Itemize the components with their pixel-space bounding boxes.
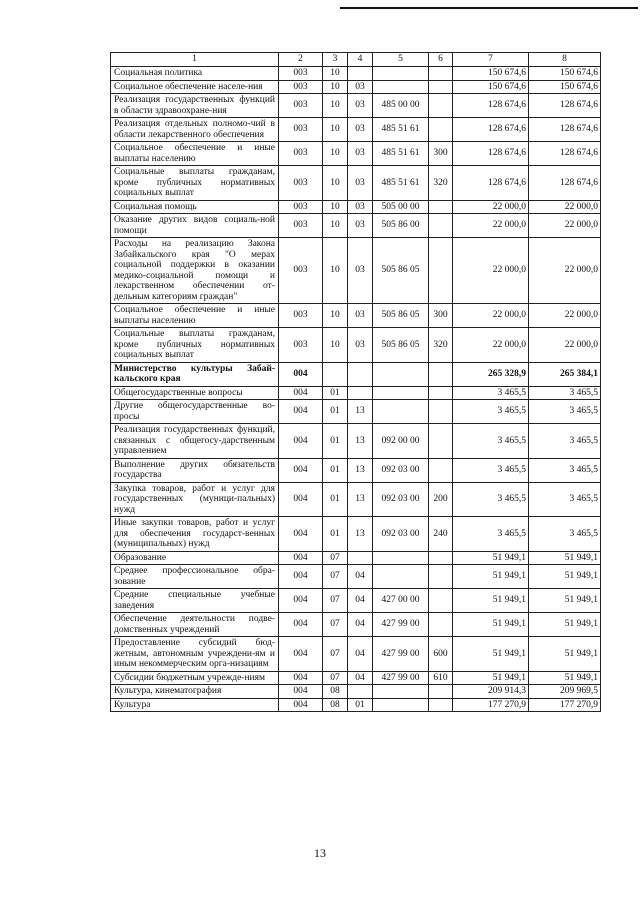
amount-cell-year2: 128 674,6 <box>529 94 601 118</box>
section-code-cell: 10 <box>323 238 348 304</box>
ved-code-cell: 004 <box>279 551 323 565</box>
subsection-code-cell: 13 <box>348 424 373 459</box>
row-name-cell: Средние специальные учебные заведения <box>111 589 279 613</box>
amount-cell-year2: 177 270,9 <box>529 698 601 712</box>
amount-cell-year2: 22 000,0 <box>529 328 601 363</box>
table-row <box>111 304 601 328</box>
section-code-cell: 01 <box>323 386 348 400</box>
ved-code-cell: 004 <box>279 637 323 672</box>
row-name-cell: Министерство культуры Забай-кальского края <box>111 362 279 386</box>
expense-type-cell: 320 <box>429 166 453 201</box>
header-cell: 1 <box>111 53 279 67</box>
subsection-code-cell <box>348 67 373 81</box>
table-row <box>111 565 601 589</box>
section-code-cell: 08 <box>323 698 348 712</box>
section-code-cell: 10 <box>323 118 348 142</box>
subsection-code-cell: 03 <box>348 304 373 328</box>
expense-type-cell <box>429 698 453 712</box>
subsection-code-cell: 01 <box>348 698 373 712</box>
expense-type-cell <box>429 589 453 613</box>
row-name-cell: Реализация государственных функций в области здравоохране-ния <box>111 94 279 118</box>
ved-code-cell: 004 <box>279 671 323 685</box>
row-name-cell: Расходы на реализацию Закона Забайкальского края "О мерах социальной поддержки в оказании медико-социальной помощи и лекарственном обеспечении от-дельным категориям граждан" <box>111 238 279 304</box>
target-article-cell: 485 51 61 <box>373 142 429 166</box>
amount-cell-year2: 22 000,0 <box>529 238 601 304</box>
target-article-cell <box>373 551 429 565</box>
ved-code-cell: 003 <box>279 214 323 238</box>
amount-cell-year1: 22 000,0 <box>453 328 529 363</box>
target-article-cell: 505 86 05 <box>373 238 429 304</box>
subsection-code-cell: 03 <box>348 142 373 166</box>
subsection-code-cell: 03 <box>348 214 373 238</box>
target-article-cell: 427 99 00 <box>373 671 429 685</box>
header-cell: 8 <box>529 53 601 67</box>
expense-type-cell: 300 <box>429 304 453 328</box>
section-code-cell: 07 <box>323 565 348 589</box>
table-row <box>111 142 601 166</box>
amount-cell-year2: 128 674,6 <box>529 142 601 166</box>
amount-cell-year1: 51 949,1 <box>453 637 529 672</box>
table-row <box>111 200 601 214</box>
table-row <box>111 613 601 637</box>
ved-code-cell: 003 <box>279 200 323 214</box>
expense-type-cell: 300 <box>429 142 453 166</box>
table-row <box>111 362 601 386</box>
amount-cell-year1: 209 914,3 <box>453 685 529 699</box>
header-cell: 4 <box>348 53 373 67</box>
expense-type-cell <box>429 238 453 304</box>
target-article-cell <box>373 698 429 712</box>
amount-cell-year2: 51 949,1 <box>529 551 601 565</box>
amount-cell-year1: 3 465,5 <box>453 424 529 459</box>
expense-type-cell <box>429 424 453 459</box>
target-article-cell: 485 51 61 <box>373 166 429 201</box>
target-article-cell <box>373 400 429 424</box>
expense-type-cell: 200 <box>429 482 453 517</box>
section-code-cell <box>323 362 348 386</box>
amount-cell-year1: 128 674,6 <box>453 166 529 201</box>
amount-cell-year1: 3 465,5 <box>453 400 529 424</box>
table-body <box>111 53 601 712</box>
table-row <box>111 328 601 363</box>
section-code-cell: 07 <box>323 589 348 613</box>
expense-type-cell: 610 <box>429 671 453 685</box>
table-row <box>111 94 601 118</box>
row-name-cell: Обеспечение деятельности подве-домственных учреждений <box>111 613 279 637</box>
amount-cell-year1: 51 949,1 <box>453 671 529 685</box>
section-code-cell: 10 <box>323 200 348 214</box>
page-number: 13 <box>314 846 326 860</box>
table-row <box>111 482 601 517</box>
section-code-cell: 10 <box>323 94 348 118</box>
target-article-cell: 092 03 00 <box>373 482 429 517</box>
amount-cell-year1: 22 000,0 <box>453 200 529 214</box>
subsection-code-cell: 04 <box>348 637 373 672</box>
table-row <box>111 671 601 685</box>
header-cell: 7 <box>453 53 529 67</box>
row-name-cell: Субсидии бюджетным учрежде-ниям <box>111 671 279 685</box>
amount-cell-year1: 3 465,5 <box>453 482 529 517</box>
subsection-code-cell <box>348 386 373 400</box>
subsection-code-cell: 03 <box>348 80 373 94</box>
ved-code-cell: 003 <box>279 142 323 166</box>
subsection-code-cell: 04 <box>348 613 373 637</box>
row-name-cell: Социальное обеспечение населе-ния <box>111 80 279 94</box>
ved-code-cell: 004 <box>279 613 323 637</box>
subsection-code-cell <box>348 551 373 565</box>
target-article-cell <box>373 685 429 699</box>
subsection-code-cell <box>348 685 373 699</box>
amount-cell-year2: 150 674,6 <box>529 67 601 81</box>
section-code-cell: 07 <box>323 613 348 637</box>
subsection-code-cell <box>348 362 373 386</box>
subsection-code-cell: 13 <box>348 400 373 424</box>
table-row <box>111 551 601 565</box>
row-name-cell: Реализация отдельных полномо-чий в области лекарственного обеспечения <box>111 118 279 142</box>
table-row <box>111 214 601 238</box>
expense-type-cell <box>429 67 453 81</box>
amount-cell-year2: 51 949,1 <box>529 565 601 589</box>
amount-cell-year2: 209 969,5 <box>529 685 601 699</box>
amount-cell-year2: 150 674,6 <box>529 80 601 94</box>
expense-type-cell <box>429 94 453 118</box>
ved-code-cell: 004 <box>279 698 323 712</box>
expense-type-cell <box>429 386 453 400</box>
amount-cell-year2: 22 000,0 <box>529 214 601 238</box>
target-article-cell: 092 00 00 <box>373 424 429 459</box>
ved-code-cell: 003 <box>279 328 323 363</box>
header-cell: 5 <box>373 53 429 67</box>
section-code-cell: 01 <box>323 517 348 552</box>
section-code-cell: 01 <box>323 458 348 482</box>
subsection-code-cell: 13 <box>348 458 373 482</box>
expense-type-cell <box>429 362 453 386</box>
expense-type-cell <box>429 80 453 94</box>
section-code-cell: 07 <box>323 637 348 672</box>
amount-cell-year2: 51 949,1 <box>529 613 601 637</box>
row-name-cell: Культура, кинематография <box>111 685 279 699</box>
top-rule <box>340 7 638 9</box>
section-code-cell: 10 <box>323 304 348 328</box>
target-article-cell <box>373 80 429 94</box>
amount-cell-year1: 150 674,6 <box>453 80 529 94</box>
table-row <box>111 238 601 304</box>
amount-cell-year2: 51 949,1 <box>529 671 601 685</box>
amount-cell-year2: 3 465,5 <box>529 400 601 424</box>
ved-code-cell: 004 <box>279 482 323 517</box>
subsection-code-cell: 04 <box>348 589 373 613</box>
target-article-cell: 485 51 61 <box>373 118 429 142</box>
section-code-cell: 10 <box>323 80 348 94</box>
amount-cell-year1: 51 949,1 <box>453 613 529 637</box>
target-article-cell: 505 86 00 <box>373 214 429 238</box>
section-code-cell: 01 <box>323 400 348 424</box>
ved-code-cell: 004 <box>279 589 323 613</box>
row-name-cell: Образование <box>111 551 279 565</box>
target-article-cell: 427 00 00 <box>373 589 429 613</box>
amount-cell-year2: 3 465,5 <box>529 458 601 482</box>
row-name-cell: Социальные выплаты гражданам, кроме публичных нормативных социальных выплат <box>111 166 279 201</box>
ved-code-cell: 004 <box>279 565 323 589</box>
table-row <box>111 67 601 81</box>
ved-code-cell: 003 <box>279 166 323 201</box>
target-article-cell: 092 03 00 <box>373 517 429 552</box>
subsection-code-cell: 03 <box>348 328 373 363</box>
section-code-cell: 10 <box>323 67 348 81</box>
table-header-row <box>111 53 601 67</box>
ved-code-cell: 004 <box>279 517 323 552</box>
ved-code-cell: 004 <box>279 424 323 459</box>
amount-cell-year2: 22 000,0 <box>529 200 601 214</box>
row-name-cell: Иные закупки товаров, работ и услуг для обеспечения государст-венных (муниципальных) нужд <box>111 517 279 552</box>
row-name-cell: Общегосударственные вопросы <box>111 386 279 400</box>
expense-type-cell: 320 <box>429 328 453 363</box>
expense-type-cell <box>429 551 453 565</box>
section-code-cell: 10 <box>323 214 348 238</box>
table-row <box>111 118 601 142</box>
ved-code-cell: 003 <box>279 118 323 142</box>
subsection-code-cell: 13 <box>348 482 373 517</box>
row-name-cell: Оказание других видов социаль-ной помощи <box>111 214 279 238</box>
header-cell: 2 <box>279 53 323 67</box>
amount-cell-year2: 3 465,5 <box>529 424 601 459</box>
table-row <box>111 637 601 672</box>
row-name-cell: Социальное обеспечение и иные выплаты населению <box>111 304 279 328</box>
row-name-cell: Социальные выплаты гражданам, кроме публичных нормативных социальных выплат <box>111 328 279 363</box>
target-article-cell: 505 86 05 <box>373 328 429 363</box>
row-name-cell: Другие общегосударственные во-просы <box>111 400 279 424</box>
target-article-cell: 505 86 05 <box>373 304 429 328</box>
row-name-cell: Социальная политика <box>111 67 279 81</box>
amount-cell-year1: 22 000,0 <box>453 304 529 328</box>
row-name-cell: Социальная помощь <box>111 200 279 214</box>
amount-cell-year2: 3 465,5 <box>529 517 601 552</box>
amount-cell-year2: 128 674,6 <box>529 118 601 142</box>
ved-code-cell: 004 <box>279 386 323 400</box>
ved-code-cell: 003 <box>279 238 323 304</box>
table-row <box>111 166 601 201</box>
row-name-cell: Среднее профессиональное обра-зование <box>111 565 279 589</box>
subsection-code-cell: 03 <box>348 94 373 118</box>
target-article-cell <box>373 362 429 386</box>
subsection-code-cell: 03 <box>348 238 373 304</box>
section-code-cell: 10 <box>323 166 348 201</box>
amount-cell-year1: 150 674,6 <box>453 67 529 81</box>
ved-code-cell: 003 <box>279 67 323 81</box>
amount-cell-year1: 22 000,0 <box>453 238 529 304</box>
row-name-cell: Предоставление субсидий бюд-жетным, автономным учреждени-ям и иным некоммерческим орга-низациям <box>111 637 279 672</box>
amount-cell-year2: 51 949,1 <box>529 637 601 672</box>
expense-type-cell <box>429 565 453 589</box>
header-cell: 3 <box>323 53 348 67</box>
amount-cell-year2: 3 465,5 <box>529 482 601 517</box>
amount-cell-year1: 3 465,5 <box>453 386 529 400</box>
amount-cell-year2: 3 465,5 <box>529 386 601 400</box>
amount-cell-year2: 51 949,1 <box>529 589 601 613</box>
table-row <box>111 698 601 712</box>
row-name-cell: Выполнение других обязательств государства <box>111 458 279 482</box>
ved-code-cell: 003 <box>279 304 323 328</box>
section-code-cell: 01 <box>323 482 348 517</box>
subsection-code-cell: 04 <box>348 565 373 589</box>
expense-type-cell <box>429 118 453 142</box>
amount-cell-year1: 3 465,5 <box>453 458 529 482</box>
amount-cell-year1: 128 674,6 <box>453 94 529 118</box>
row-name-cell: Реализация государственных функций, связанных с общегосу-дарственным управлением <box>111 424 279 459</box>
amount-cell-year1: 128 674,6 <box>453 142 529 166</box>
ved-code-cell: 004 <box>279 362 323 386</box>
amount-cell-year2: 128 674,6 <box>529 166 601 201</box>
ved-code-cell: 004 <box>279 458 323 482</box>
ved-code-cell: 004 <box>279 400 323 424</box>
amount-cell-year1: 3 465,5 <box>453 517 529 552</box>
target-article-cell: 092 03 00 <box>373 458 429 482</box>
ved-code-cell: 003 <box>279 94 323 118</box>
amount-cell-year2: 265 384,1 <box>529 362 601 386</box>
expense-type-cell <box>429 613 453 637</box>
table-row <box>111 424 601 459</box>
row-name-cell: Социальное обеспечение и иные выплаты населению <box>111 142 279 166</box>
amount-cell-year1: 51 949,1 <box>453 565 529 589</box>
section-code-cell: 01 <box>323 424 348 459</box>
section-code-cell: 10 <box>323 328 348 363</box>
target-article-cell <box>373 67 429 81</box>
table-row <box>111 80 601 94</box>
amount-cell-year1: 22 000,0 <box>453 214 529 238</box>
table-row <box>111 685 601 699</box>
expense-type-cell: 600 <box>429 637 453 672</box>
amount-cell-year1: 265 328,9 <box>453 362 529 386</box>
table-row <box>111 400 601 424</box>
section-code-cell: 08 <box>323 685 348 699</box>
expense-type-cell <box>429 200 453 214</box>
subsection-code-cell: 03 <box>348 166 373 201</box>
subsection-code-cell: 13 <box>348 517 373 552</box>
table-row <box>111 458 601 482</box>
subsection-code-cell: 04 <box>348 671 373 685</box>
section-code-cell: 07 <box>323 671 348 685</box>
table-row <box>111 386 601 400</box>
expense-type-cell <box>429 400 453 424</box>
ved-code-cell: 004 <box>279 685 323 699</box>
expense-type-cell: 240 <box>429 517 453 552</box>
target-article-cell: 505 00 00 <box>373 200 429 214</box>
target-article-cell: 485 00 00 <box>373 94 429 118</box>
row-name-cell: Закупка товаров, работ и услуг для государственных (муници-пальных) нужд <box>111 482 279 517</box>
amount-cell-year1: 128 674,6 <box>453 118 529 142</box>
budget-table <box>110 52 601 712</box>
target-article-cell: 427 99 00 <box>373 637 429 672</box>
row-name-cell: Культура <box>111 698 279 712</box>
expense-type-cell <box>429 685 453 699</box>
table-row <box>111 589 601 613</box>
subsection-code-cell: 03 <box>348 118 373 142</box>
expense-type-cell <box>429 458 453 482</box>
target-article-cell <box>373 386 429 400</box>
amount-cell-year1: 51 949,1 <box>453 551 529 565</box>
section-code-cell: 07 <box>323 551 348 565</box>
target-article-cell <box>373 565 429 589</box>
table-row <box>111 517 601 552</box>
section-code-cell: 10 <box>323 142 348 166</box>
subsection-code-cell: 03 <box>348 200 373 214</box>
amount-cell-year2: 22 000,0 <box>529 304 601 328</box>
ved-code-cell: 003 <box>279 80 323 94</box>
header-cell: 6 <box>429 53 453 67</box>
amount-cell-year1: 177 270,9 <box>453 698 529 712</box>
amount-cell-year1: 51 949,1 <box>453 589 529 613</box>
expense-type-cell <box>429 214 453 238</box>
target-article-cell: 427 99 00 <box>373 613 429 637</box>
